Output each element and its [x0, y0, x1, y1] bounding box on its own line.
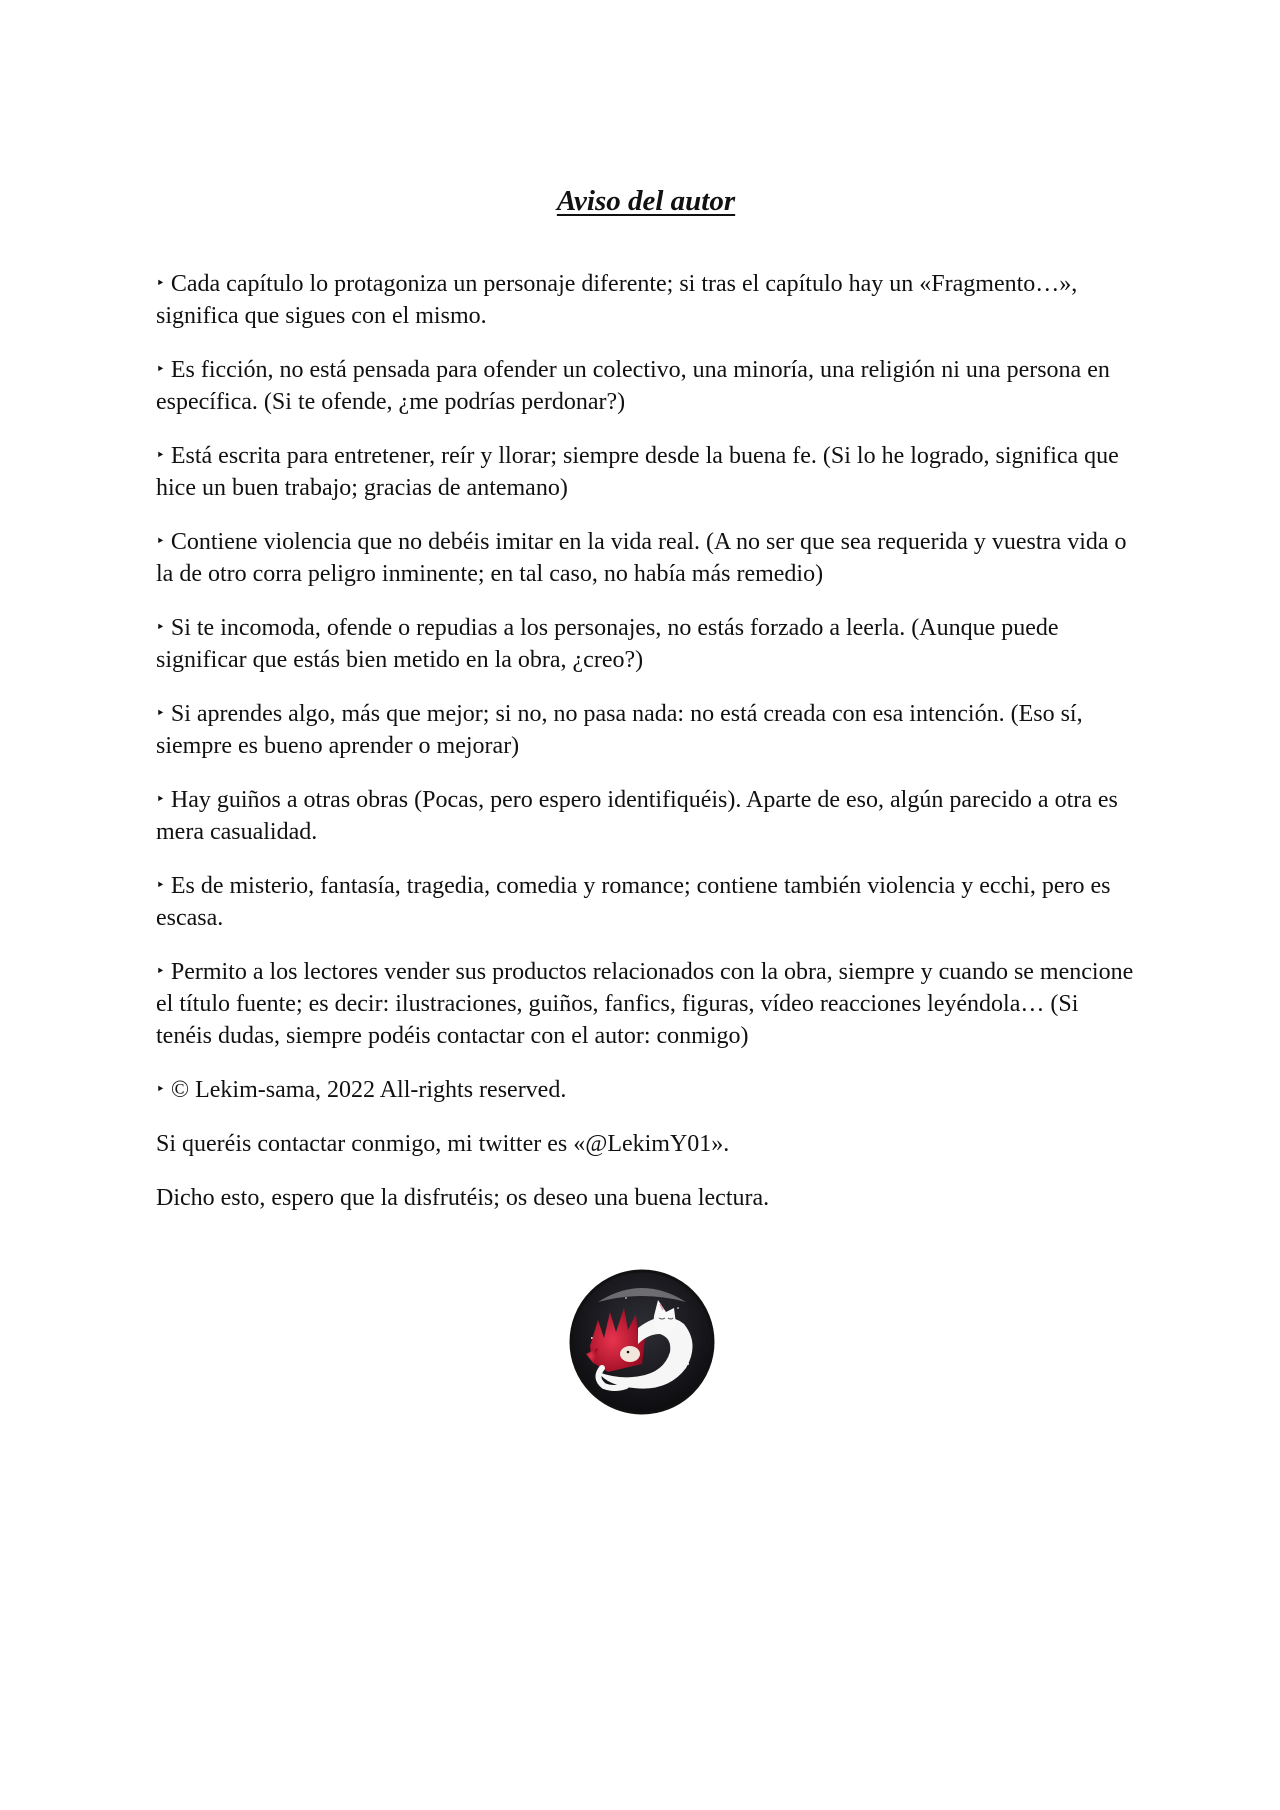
cat-and-hedgehog-emblem-icon [568, 1268, 716, 1416]
notice-item [156, 526, 1136, 590]
notice-text: Cada capítulo lo protagoniza un personaje diferente; si tras el capítulo hay un «Fragmento…», significa que sigues con el mismo. [156, 271, 1078, 329]
notice-item [156, 268, 1136, 332]
notice-item [156, 698, 1136, 762]
bullet-icon: ‣ [156, 878, 165, 894]
copyright-text: © Lekim-sama, 2022 All-rights reserved. [170, 1077, 567, 1103]
notice-text: Si te incomoda, ofende o repudias a los personajes, no estás forzado a leerla. (Aunque puede significar que estás bien metido en la obra, ¿creo?) [156, 615, 1059, 673]
bullet-icon: ‣ [156, 534, 165, 550]
bullet-icon: ‣ [156, 1082, 165, 1098]
bullet-icon: ‣ [156, 620, 165, 636]
bullet-icon: ‣ [156, 964, 165, 980]
bullet-icon: ‣ [156, 792, 165, 808]
notice-text: Está escrita para entretener, reír y llorar; siempre desde la buena fe. (Si lo he logrado, significa que hice un buen trabajo; gracias de antemano) [156, 443, 1119, 501]
copyright-notice [156, 1074, 1136, 1106]
notice-text: Permito a los lectores vender sus productos relacionados con la obra, siempre y cuando se mencione el título fuente; es decir: ilustraciones, guiños, fanfics, figuras, vídeo reacciones leyéndola… (Si tenéis dudas, siempre podéis contactar con el autor: conmigo) [156, 959, 1134, 1049]
notice-item [156, 784, 1136, 848]
bullet-icon: ‣ [156, 362, 165, 378]
notice-item [156, 440, 1136, 504]
notice-item [156, 354, 1136, 418]
contact-line: Si queréis contactar conmigo, mi twitter es «@LekimY01». [156, 1131, 730, 1157]
farewell-line: Dicho esto, espero que la disfrutéis; os deseo una buena lectura. [156, 1185, 770, 1211]
notice-text: Es de misterio, fantasía, tragedia, comedia y romance; contiene también violencia y ecchi, pero es escasa. [156, 873, 1111, 931]
notice-item [156, 870, 1136, 934]
notice-text: Hay guiños a otras obras (Pocas, pero espero identifiquéis). Aparte de eso, algún parecido a otra es mera casualidad. [156, 787, 1118, 845]
bullet-icon: ‣ [156, 276, 165, 292]
bullet-icon: ‣ [156, 706, 165, 722]
notice-text: Es ficción, no está pensada para ofender un colectivo, una minoría, una religión ni una persona en específica. (Si te ofende, ¿me podrías perdonar?) [156, 357, 1110, 415]
notice-text: Contiene violencia que no debéis imitar en la vida real. (A no ser que sea requerida y vuestra vida o la de otro corra peligro inminente; en tal caso, no había más remedio) [156, 529, 1127, 587]
page-title: Aviso del autor [556, 185, 736, 217]
bullet-icon: ‣ [156, 448, 165, 464]
notice-item [156, 612, 1136, 676]
notice-list [156, 268, 1136, 1236]
notice-text: Si aprendes algo, más que mejor; si no, no pasa nada: no está creada con esa intención. (Eso sí, siempre es bueno aprender o mejorar) [156, 701, 1083, 759]
notice-item [156, 956, 1136, 1052]
